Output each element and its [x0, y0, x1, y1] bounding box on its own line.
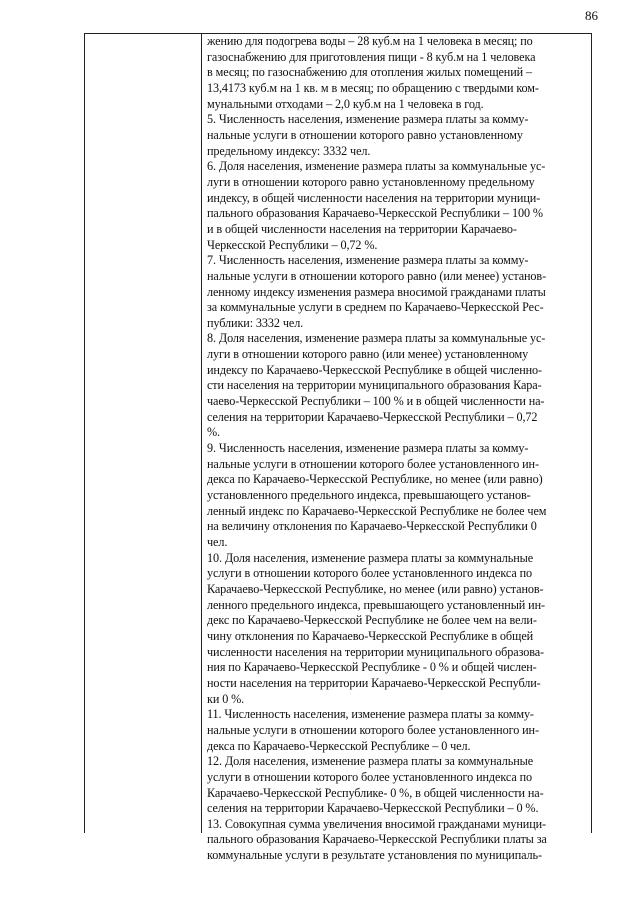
text-line: и в общей численности населения на территории Карачаево-	[207, 221, 517, 236]
text-line: газоснабжению для приготовления пищи - 8 куб.м на 1 человека	[207, 49, 536, 64]
text-line: за коммунальные услуги в среднем по Карачаево-Черкесской Рес-	[207, 300, 544, 315]
text-line: предельному индексу: 3332 чел.	[207, 143, 371, 158]
text-line: публики: 3332 чел.	[207, 315, 304, 330]
text-line: 6. Доля населения, изменение размера платы за коммунальные ус-	[207, 159, 546, 174]
document-text-block	[207, 34, 589, 864]
text-line: коммунальные услуги в результате установления по муниципаль-	[207, 848, 542, 863]
text-line: нальные услуги в отношении которого более установленного ин-	[207, 722, 539, 737]
text-line: ленный индекс по Карачаево-Черкесской Республике не более чем	[207, 503, 547, 518]
text-line: в месяц; по газоснабжению для отопления жилых помещений –	[207, 65, 533, 80]
text-line: чаево-Черкесской Республики – 100 % и в общей численности на-	[207, 394, 545, 409]
text-line: жению для подогрева воды – 28 куб.м на 1 человека в месяц; по	[207, 34, 533, 48]
text-line: Карачаево-Черкесской Республике- 0 %, в общей численности на-	[207, 785, 544, 800]
text-line: декса по Карачаево-Черкесской Республике, но менее (или равно)	[207, 472, 543, 487]
text-line: пального образования Карачаево-Черкесской Республики – 100 %	[207, 206, 543, 221]
text-line: нальные услуги в отношении которого более установленного ин-	[207, 456, 539, 471]
table-right-column	[207, 34, 589, 863]
text-line: 12. Доля населения, изменение размера платы за коммунальные	[207, 754, 534, 769]
text-line: индексу, в общей численности населения на территории муници-	[207, 190, 541, 205]
text-line: сти населения на территории муниципального образования Кара-	[207, 378, 542, 393]
text-line: на величину отклонения по Карачаево-Черкесской Республики 0	[207, 519, 537, 534]
text-line: чину отклонения по Карачаево-Черкесской Республике в общей	[207, 628, 534, 643]
text-line: численности населения на территории муниципального образова-	[207, 644, 544, 659]
text-line: индексу по Карачаево-Черкесской Республике в общей численно-	[207, 362, 543, 377]
text-line: ленному индексу изменения размера вносимой гражданами платы	[207, 284, 546, 299]
text-line: услуги в отношении которого более установленного индекса по	[207, 566, 532, 581]
text-line: ки 0 %.	[207, 691, 245, 706]
text-line: ленного предельного индекса, превышающего установленный ин-	[207, 597, 545, 612]
text-line: декс по Карачаево-Черкесской Республике не более чем на вели-	[207, 613, 537, 628]
text-line: 11. Численность населения, изменение размера платы за комму-	[207, 707, 534, 722]
text-line: луги в отношении которого равно установленному предельному	[207, 174, 535, 189]
text-line: услуги в отношении которого более установленного индекса по	[207, 769, 532, 784]
text-line: декса по Карачаево-Черкесской Республике – 0 чел.	[207, 738, 471, 753]
document-table	[84, 33, 592, 863]
table-left-column	[85, 34, 202, 833]
text-line: ния по Карачаево-Черкесской Республике - 0 % и общей числен-	[207, 660, 537, 675]
text-line: селения на территории Карачаево-Черкесской Республики – 0 %.	[207, 801, 539, 816]
text-line: ности населения на территории Карачаево-Черкесской Республи-	[207, 675, 541, 690]
text-line: 8. Доля населения, изменение размера платы за коммунальные ус-	[207, 331, 546, 346]
text-line: 13. Совокупная сумма увеличения вносимой гражданами муници-	[207, 816, 547, 831]
text-line: 10. Доля населения, изменение размера платы за коммунальные	[207, 550, 534, 565]
text-line: нальные услуги в отношении которого равно (или менее) установ-	[207, 268, 547, 283]
text-line: Карачаево-Черкесской Республике, но менее (или равно) установ-	[207, 581, 544, 596]
text-line: чел.	[207, 535, 228, 549]
text-line: 7. Численность населения, изменение размера платы за комму-	[207, 253, 529, 268]
text-line: %.	[207, 425, 220, 440]
page-number: 86	[585, 8, 598, 23]
text-line: 5. Численность населения, изменение размера платы за комму-	[207, 112, 529, 127]
text-line: нальные услуги в отношении которого равно установленному	[207, 127, 523, 142]
text-line: луги в отношении которого равно (или менее) установленному	[207, 347, 529, 362]
text-line: Черкесской Республики – 0,72 %.	[207, 237, 378, 252]
text-line: мунальными отходами – 2,0 куб.м на 1 человека в год.	[207, 96, 484, 111]
text-line: установленного предельного индекса, превышающего установ-	[207, 488, 531, 503]
text-line: пального образования Карачаево-Черкесской Республики платы за	[207, 832, 547, 847]
text-line: 13,4173 куб.м на 1 кв. м в месяц; по обращению с твердыми ком-	[207, 80, 539, 95]
text-line: селения на территории Карачаево-Черкесской Республики – 0,72	[207, 409, 538, 424]
text-line: 9. Численность населения, изменение размера платы за комму-	[207, 441, 529, 456]
